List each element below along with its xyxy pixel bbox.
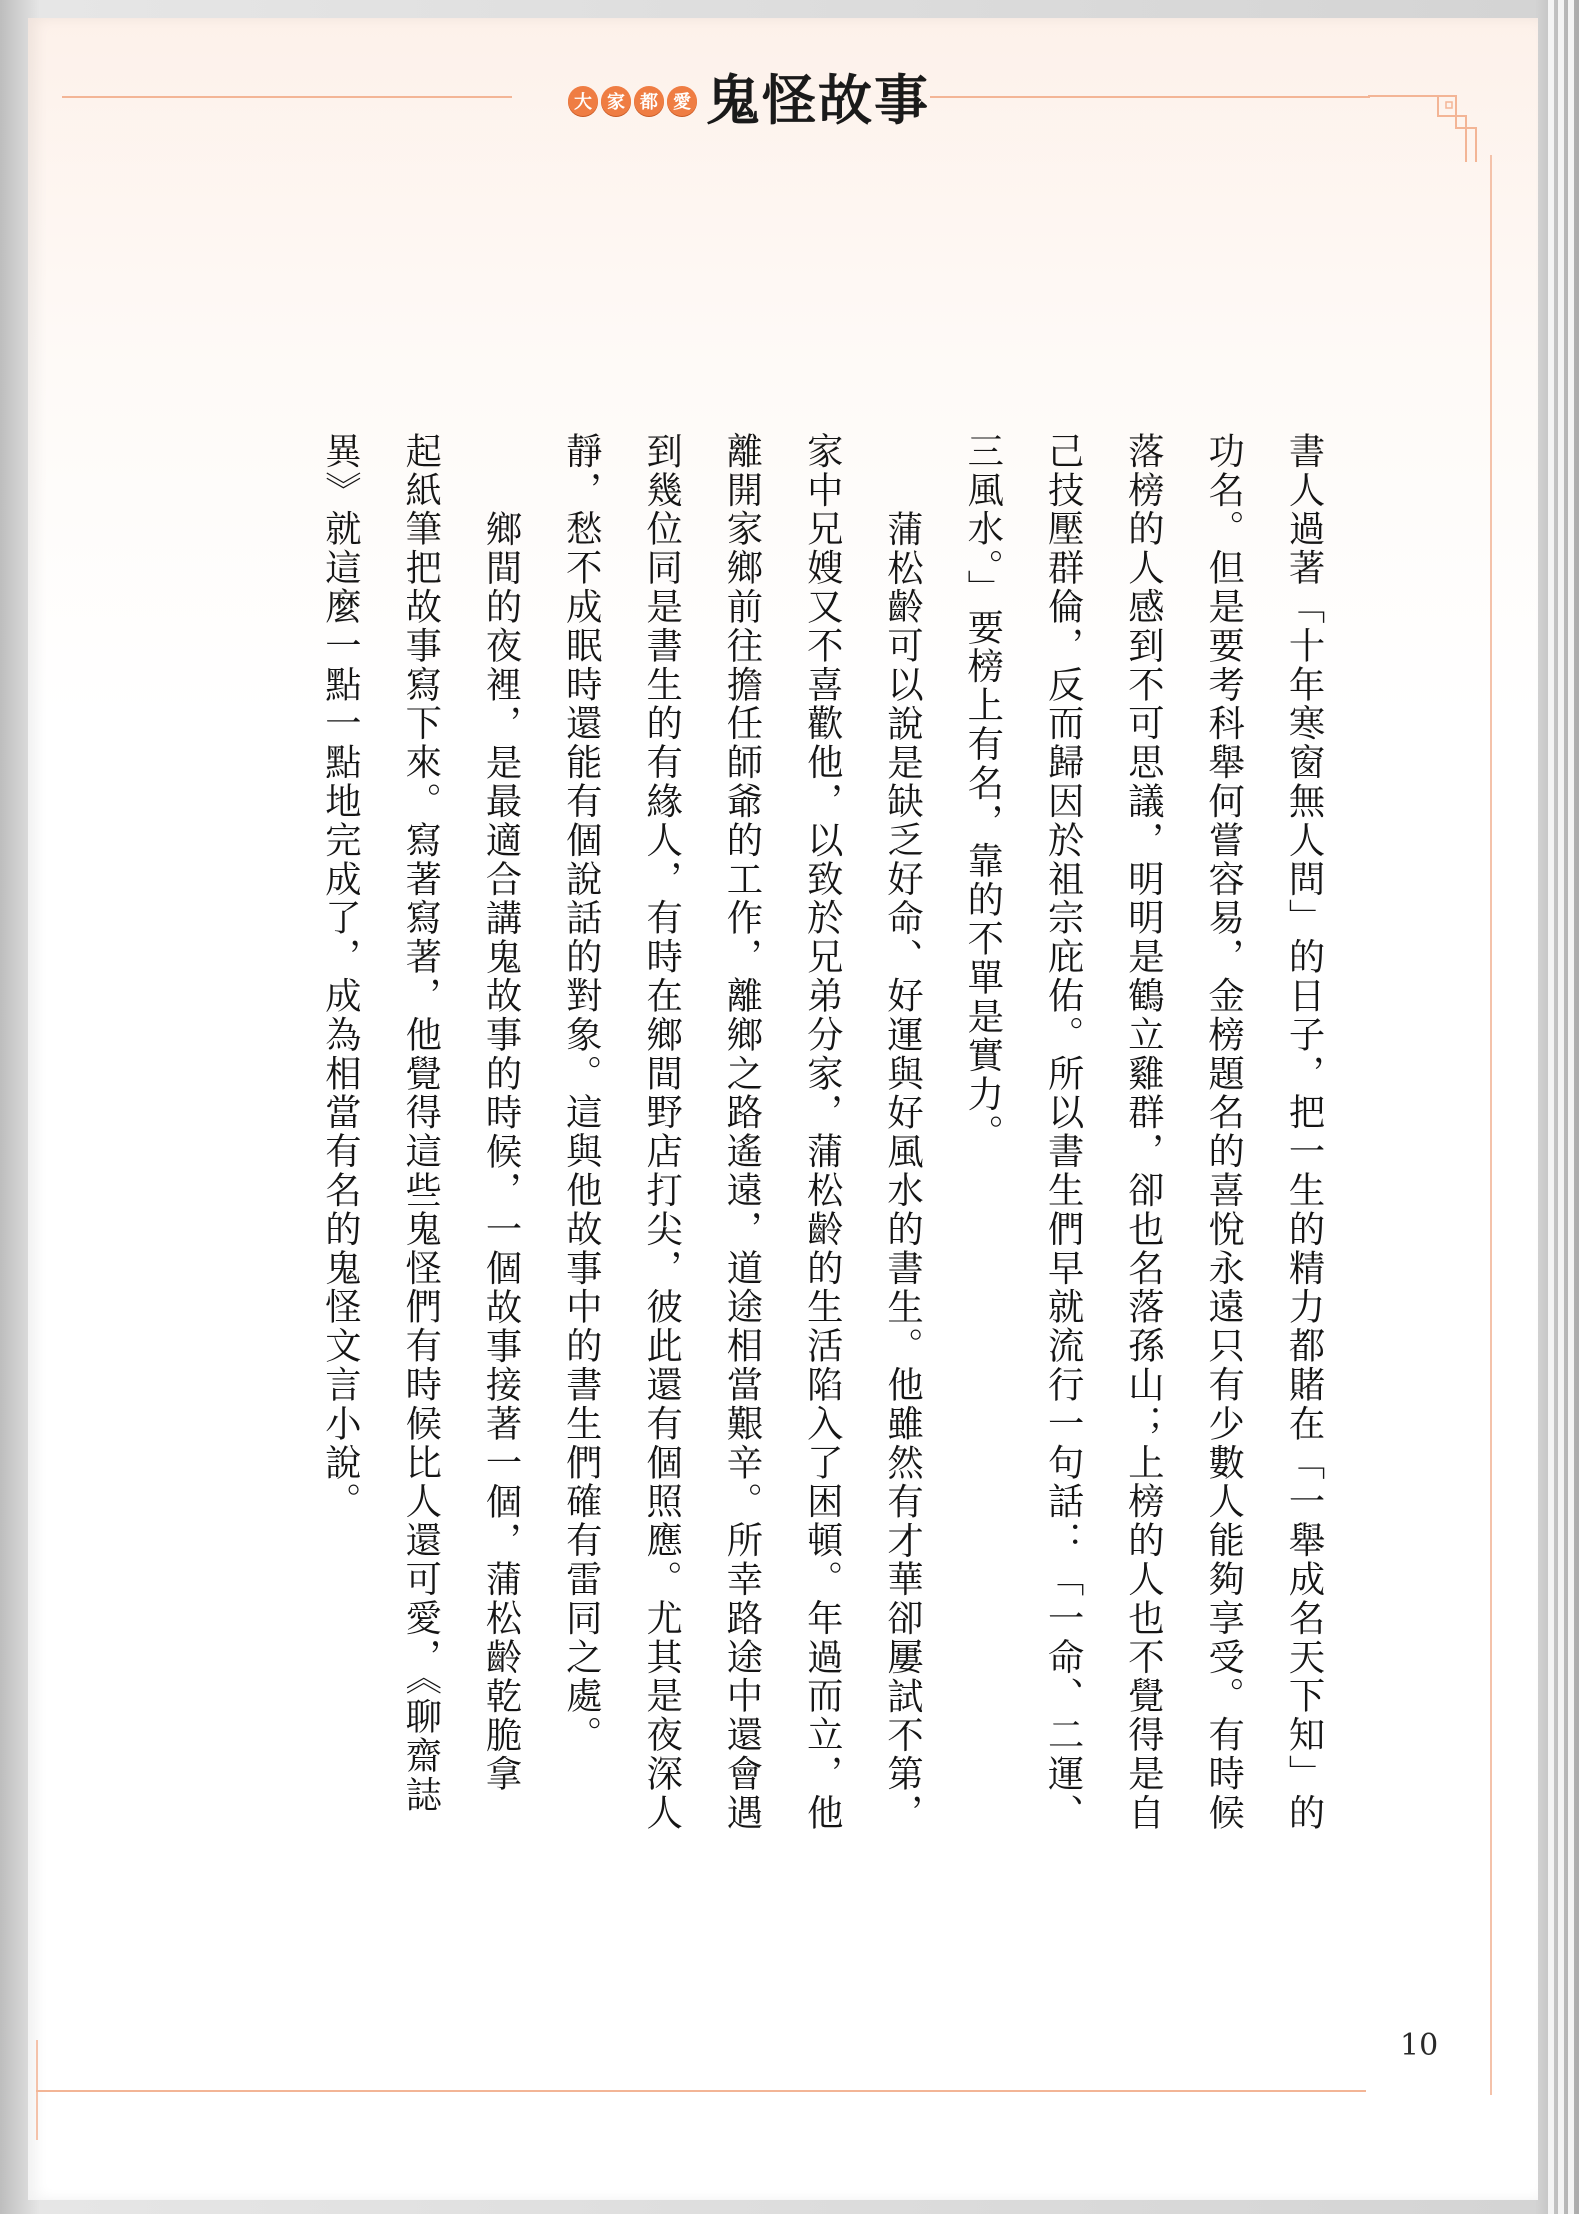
header-rule-left <box>62 96 512 98</box>
series-logo <box>568 66 930 136</box>
text-column: 鄉間的夜裡，是最適合講鬼故事的時候，一個故事接著一個，蒲松齡乾脆拿 <box>480 510 524 1794</box>
text-column: 書人過著「十年寒窗無人問」的日子，把一生的精力都賭在「一舉成名天下知」的 <box>1283 432 1326 1833</box>
page-number: 10 <box>1400 2028 1439 2063</box>
series-ribbon-char: 愛 <box>667 86 697 116</box>
page-edge <box>1558 0 1564 2214</box>
series-ribbon-char: 大 <box>568 86 598 116</box>
header-rule-right <box>930 96 1370 98</box>
text-column: 靜，愁不成眠時還能有個說話的對象。這與他故事中的書生們確有雷同之處。 <box>560 432 604 1755</box>
text-column: 功名。但是要考科舉何嘗容易，金榜題名的喜悅永遠只有少數人能夠享受。有時候 <box>1202 432 1246 1833</box>
text-column: 己技壓群倫，反而歸因於祖宗庇佑。所以書生們早就流行一句話：「一命、二運、 <box>1042 432 1086 1833</box>
footer-rule <box>36 2090 1366 2092</box>
text-column: 蒲松齡可以說是缺乏好命、好運與好風水的書生。他雖然有才華卻屢試不第， <box>881 510 925 1833</box>
text-column: 落榜的人感到不可思議，明明是鶴立雞群，卻也名落孫山；上榜的人也不覺得是自 <box>1122 432 1166 1833</box>
corner-ornament-icon <box>1368 72 1478 162</box>
text-column: 家中兄嫂又不喜歡他，以致於兄弟分家，蒲松齡的生活陷入了困頓。年過而立，他 <box>801 432 845 1833</box>
text-column: 三風水。」要榜上有名，靠的不單是實力。 <box>961 432 1005 1153</box>
vertical-text-body <box>230 432 1334 1952</box>
text-column: 異》就這麼一點一點地完成了，成為相當有名的鬼怪文言小說。 <box>319 432 363 1522</box>
series-ribbon-char: 都 <box>634 86 664 116</box>
right-margin-rule <box>1490 155 1492 2095</box>
series-title: 鬼怪故事 <box>706 69 930 132</box>
text-column: 離開家鄉前往擔任師爺的工作，離鄉之路遙遠，道途相當艱辛。所幸路途中還會遇 <box>720 432 764 1833</box>
text-column: 起紙筆把故事寫下來。寫著寫著，他覺得這些鬼怪們有時候比人還可愛，《聊齋誌 <box>399 432 443 1815</box>
page-edge <box>1568 0 1574 2214</box>
page-edge <box>1548 0 1554 2214</box>
series-ribbon-char: 家 <box>601 86 631 116</box>
text-column: 到幾位同是書生的有緣人，有時在鄉間野店打尖，彼此還有個照應。尤其是夜深人 <box>640 432 684 1833</box>
